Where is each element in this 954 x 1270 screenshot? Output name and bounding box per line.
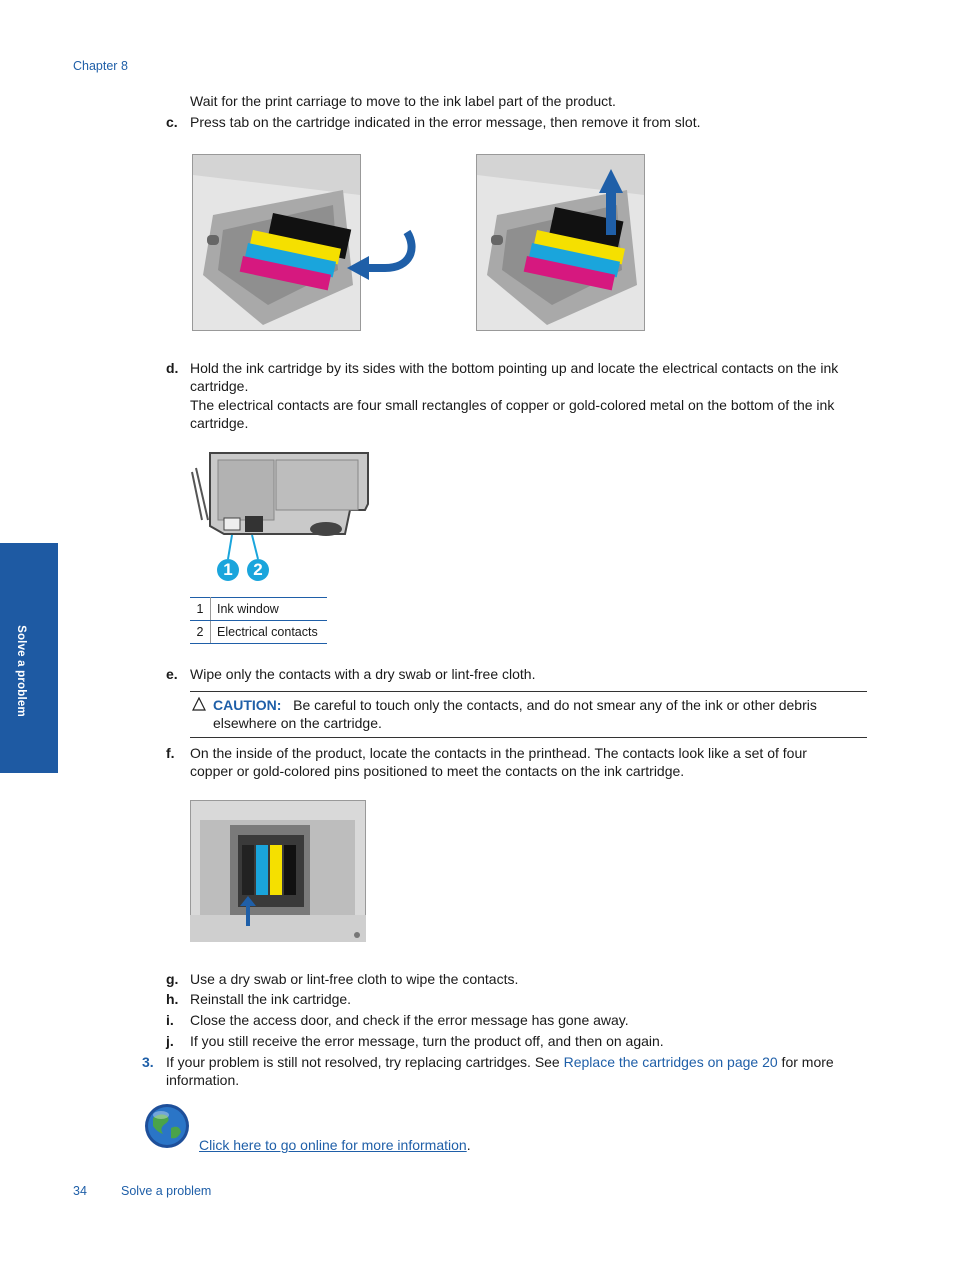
step-c-letter: c. [166,114,178,130]
step-f-text: On the inside of the product, locate the contacts in the printhead. The contacts look like a set of four copper or gold-colored pins positioned to meet the contacts on the ink cartridge. [190,745,807,779]
step-3-post: for more information. [166,1054,834,1088]
step-3-number: 3. [142,1054,154,1070]
online-period: . [466,1137,471,1153]
table-row [190,621,327,644]
step-e-text: Wipe only the contacts with a dry swab or lint-free cloth. [190,666,536,682]
legend-label: Ink window [211,598,328,621]
chapter-label: Chapter 8 [73,59,128,73]
caution-box [190,691,867,738]
legend-num: 1 [190,598,211,621]
step-e-letter: e. [166,666,178,682]
callout-2: 2 [253,560,263,579]
caution-label: CAUTION: [213,697,282,713]
replace-cartridges-link[interactable]: Replace the cartridges on page 20 [563,1054,778,1070]
figure-lift-cartridge [476,154,645,331]
figure-press-tab [192,154,361,331]
step-i-text: Close the access door, and check if the error message has gone away. [190,1012,629,1028]
globe-icon [143,1102,191,1150]
page-number: 34 [73,1184,87,1198]
footer-section: Solve a problem [121,1184,212,1198]
step-d-note: The electrical contacts are four small rectangles of copper or gold-colored metal on the bottom of the ink cartridge. [190,397,835,431]
step-c-text: Press tab on the cartridge indicated in the error message, then remove it from slot. [190,114,701,130]
step-h-text: Reinstall the ink cartridge. [190,991,352,1007]
step-h-letter: h. [166,991,179,1007]
caution-text: Be careful to touch only the contacts, and do not smear any of the ink or other debris elsewhere on the cartridge. [213,697,817,731]
legend-label: Electrical contacts [211,621,328,644]
warning-triangle-icon [192,697,206,711]
step-j-letter: j. [166,1033,174,1049]
step-3-pre: If your problem is still not resolved, try replacing cartridges. See [166,1054,564,1070]
step-f-letter: f. [166,745,175,761]
step-j-text: If you still receive the error message, turn the product off, and then on again. [190,1033,664,1049]
online-info-link[interactable]: Click here to go online for more information [199,1137,467,1153]
figure-printhead [190,800,366,942]
caution-text-block [213,696,863,732]
step-b-continued: Wait for the print carriage to move to the ink label part of the product. [190,93,616,109]
step-g-letter: g. [166,971,179,987]
step-d-letter: d. [166,360,179,376]
online-line [199,1136,471,1154]
curved-arrow-icon [345,228,420,283]
step-3-text [166,1053,866,1089]
side-tab-label: Solve a problem [15,625,27,717]
legend-num: 2 [190,621,211,644]
step-d-text: Hold the ink cartridge by its sides with the bottom pointing up and locate the electrical contacts on the ink cartridge. [190,360,839,394]
table-row [190,598,327,621]
step-g-text: Use a dry swab or lint-free cloth to wipe the contacts. [190,971,519,987]
callout-1: 1 [223,560,233,579]
legend-table [190,597,327,644]
side-tab [0,543,58,773]
step-i-letter: i. [166,1012,174,1028]
